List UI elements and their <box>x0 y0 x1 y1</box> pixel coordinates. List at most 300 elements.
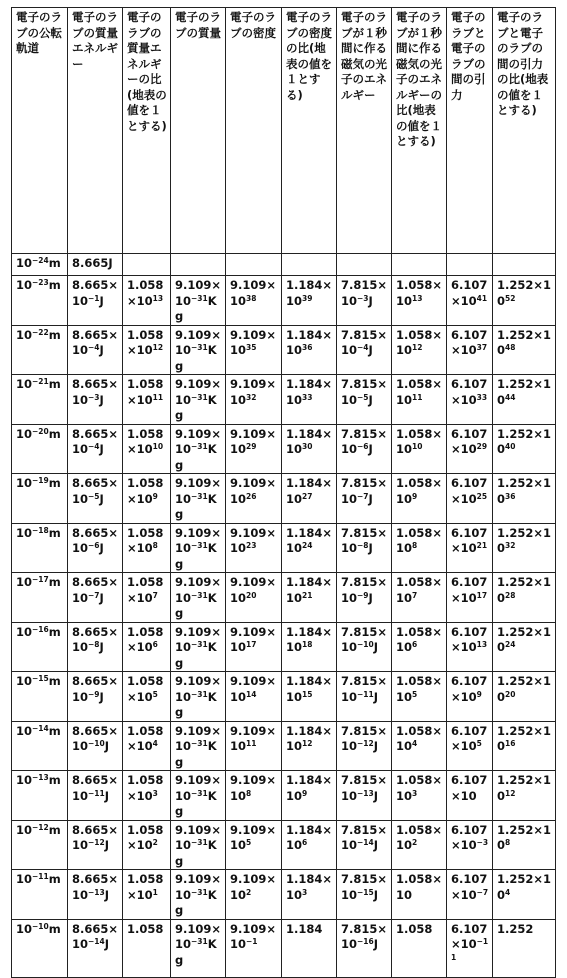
value-exponent: 8 <box>505 838 511 847</box>
cell-value <box>230 377 278 408</box>
value-exponent: −16 <box>32 624 49 634</box>
value-unit: J <box>373 788 379 803</box>
value-unit: m <box>48 674 61 688</box>
value-base: 9.109×10 <box>175 674 222 704</box>
value-exponent: 4 <box>505 887 511 897</box>
value-base: 9.109×10 <box>175 921 222 951</box>
value-exponent: −10 <box>88 739 105 748</box>
table-row <box>12 375 556 425</box>
cell-value <box>175 773 222 820</box>
value-base: 10 <box>16 921 33 936</box>
value-exponent: −15 <box>357 887 374 897</box>
orbit-cell <box>12 820 68 870</box>
value-base: 6.107×10 <box>451 822 488 852</box>
value-base: 7.815×10 <box>341 476 388 506</box>
orbit-cell <box>12 870 68 920</box>
value-base: 7.815×10 <box>341 921 388 951</box>
value-base: 1.252×10 <box>497 327 552 357</box>
cell-value <box>396 526 443 557</box>
value-exponent: 29 <box>476 442 488 451</box>
value-exponent: 8 <box>152 541 158 550</box>
cell-value <box>451 278 489 309</box>
value-exponent: 10 <box>152 442 164 451</box>
cell-value <box>451 526 489 557</box>
value-exponent: 5 <box>412 689 418 699</box>
value-exponent: −13 <box>357 788 374 798</box>
table-cell <box>493 721 556 771</box>
table-cell <box>226 424 282 474</box>
value-base: 1.058×10 <box>396 476 443 506</box>
cell-value <box>230 476 278 507</box>
value-exponent: 30 <box>302 442 313 451</box>
value-exponent: −9 <box>357 590 369 600</box>
value-unit: m <box>48 256 61 270</box>
value-exponent: 13 <box>476 640 488 649</box>
value-base: 9.109×10 <box>230 525 277 555</box>
table-cell <box>68 820 123 870</box>
column-header-label: 電子のラブが１秒間に作る磁気の光子のエネルギー <box>341 10 387 102</box>
value-base: 1.058×10 <box>396 723 443 753</box>
table-cell <box>493 325 556 375</box>
table-cell <box>493 622 556 672</box>
cell-value <box>16 526 64 542</box>
cell-value <box>396 476 443 507</box>
value-base: 9.109×10 <box>175 476 222 506</box>
value-base: 8.665×10 <box>72 674 119 704</box>
value-base: 9.109×10 <box>175 426 222 456</box>
table-cell <box>493 375 556 425</box>
table-cell <box>123 474 171 524</box>
cell-value <box>497 823 552 854</box>
cell-value <box>286 328 333 359</box>
value-exponent: −10 <box>32 921 49 931</box>
value-base: 9.109×10 <box>230 575 277 605</box>
value-exponent: −31 <box>191 739 208 748</box>
table-cell <box>123 276 171 326</box>
cell-value <box>451 377 489 408</box>
table-cell <box>493 254 556 276</box>
cell-value <box>341 872 388 903</box>
value-exponent: 17 <box>246 640 257 649</box>
value-base: 1.058×10 <box>127 575 164 605</box>
value-base: 8.665×10 <box>72 426 119 456</box>
value-base: 7.815×10 <box>341 426 388 456</box>
cell-value <box>230 922 278 953</box>
value-exponent: −12 <box>88 838 105 847</box>
value-exponent: −31 <box>191 392 208 402</box>
cell-value <box>451 575 489 606</box>
value-exponent: 6 <box>152 640 158 649</box>
value-exponent: −18 <box>32 525 49 535</box>
value-exponent: −5 <box>88 491 100 501</box>
value-exponent: 24 <box>505 640 516 649</box>
value-base: 1.058×10 <box>396 327 443 357</box>
value-base: 8.665×10 <box>72 822 119 852</box>
table-cell <box>493 424 556 474</box>
value-exponent: −12 <box>357 739 374 748</box>
cell-value <box>16 476 64 492</box>
value-exponent: −31 <box>191 788 208 798</box>
value-base: 1.184×10 <box>286 278 333 308</box>
table-cell <box>282 672 337 722</box>
value-base: 10 <box>16 773 33 787</box>
value-unit: J <box>99 442 104 456</box>
value-exponent: −14 <box>32 723 49 733</box>
value-base: 8.665×10 <box>72 773 119 803</box>
table-cell <box>392 325 447 375</box>
value-base: 7.815×10 <box>341 377 388 407</box>
cell-value <box>497 476 552 507</box>
cell-value <box>230 773 278 804</box>
value-unit: J <box>99 590 104 605</box>
cell-value <box>72 625 119 656</box>
orbit-cell <box>12 919 68 977</box>
table-cell <box>447 523 493 573</box>
value-base: 1.058×10 <box>396 822 443 852</box>
value-base: 9.109×10 <box>230 377 277 407</box>
value-exponent: 3 <box>412 788 418 798</box>
table-row <box>12 474 556 524</box>
value-exponent: 15 <box>302 689 313 699</box>
table-cell <box>447 325 493 375</box>
column-header-label: 電子のラブと電子のラブの間の引力 <box>451 10 486 102</box>
value-base: 1.184×10 <box>286 377 333 407</box>
value-unit: J <box>104 739 110 753</box>
value-exponent: −31 <box>191 442 208 451</box>
value-exponent: −7 <box>357 491 369 501</box>
cell-value <box>451 625 489 656</box>
table-cell <box>226 622 282 672</box>
cell-value <box>72 476 119 507</box>
cell-value <box>341 823 388 854</box>
table-cell <box>171 771 226 821</box>
table-cell <box>123 771 171 821</box>
value-base: 8.665×10 <box>72 624 119 654</box>
value-unit: m <box>48 773 61 787</box>
cell-value <box>72 724 119 755</box>
value-exponent: −31 <box>191 838 208 847</box>
value-base: 1.058×10 <box>396 872 443 902</box>
table-cell <box>123 375 171 425</box>
orbit-cell <box>12 254 68 276</box>
cell-value <box>16 328 64 344</box>
table-row <box>12 622 556 672</box>
value-exponent: 17 <box>476 590 488 600</box>
table-cell <box>282 919 337 977</box>
value-unit: m <box>48 723 61 738</box>
table-cell <box>392 276 447 326</box>
table-cell <box>392 870 447 920</box>
cell-value <box>396 674 443 705</box>
cell-value <box>497 328 552 359</box>
table-cell <box>123 919 171 977</box>
value-base: 9.109×10 <box>230 872 277 902</box>
value-exponent: −6 <box>357 442 369 451</box>
orbit-cell <box>12 276 68 326</box>
table-cell <box>282 870 337 920</box>
table-cell <box>123 820 171 870</box>
table-cell <box>123 672 171 722</box>
value-base: 6.107×10 <box>451 575 488 605</box>
table-cell <box>337 672 392 722</box>
value-unit: Kg <box>175 838 217 868</box>
value-exponent: 5 <box>152 689 158 699</box>
value-base: 1.252×10 <box>497 624 552 654</box>
value-base: 9.109×10 <box>230 921 277 951</box>
table-cell <box>282 424 337 474</box>
cell-value <box>16 625 64 641</box>
value-exponent: 7 <box>152 590 158 600</box>
cell-value <box>72 872 119 903</box>
table-cell <box>337 622 392 672</box>
value-exponent: 9 <box>152 491 158 501</box>
value-base: 1.184×10 <box>286 575 333 605</box>
value-unit: Kg <box>175 541 217 571</box>
value-base: 8.665×10 <box>72 525 119 555</box>
table-cell <box>171 375 226 425</box>
cell-value <box>16 922 64 938</box>
cell-value <box>451 476 489 507</box>
cell-value <box>341 377 388 408</box>
table-row <box>12 523 556 573</box>
table-cell <box>68 375 123 425</box>
value-base: 8.665×10 <box>72 575 119 605</box>
table-cell <box>447 771 493 821</box>
column-header-label: 電子のラブの質量 <box>175 10 221 40</box>
cell-value <box>16 674 64 690</box>
value-exponent: 6 <box>412 640 418 649</box>
table-cell <box>171 919 226 977</box>
cell-value <box>341 724 388 755</box>
value-base: 6.107×10 <box>451 773 488 803</box>
value-base: 10 <box>16 674 33 688</box>
value-exponent: 11 <box>246 739 257 748</box>
table-cell <box>68 771 123 821</box>
value-exponent: −8 <box>88 640 100 649</box>
table-cell <box>171 820 226 870</box>
value-unit: J <box>373 937 379 951</box>
value-exponent: −6 <box>88 541 100 550</box>
value-exponent: −14 <box>357 838 374 847</box>
table-cell <box>282 771 337 821</box>
table-cell <box>171 254 226 276</box>
value-base: 9.109×10 <box>175 575 222 605</box>
value-exponent: −31 <box>191 343 208 352</box>
cell-value <box>175 526 222 573</box>
table-cell <box>68 424 123 474</box>
table-cell <box>447 721 493 771</box>
value-base: 10 <box>16 624 33 639</box>
cell-value <box>497 575 552 606</box>
cell-value <box>341 427 388 458</box>
table-cell <box>337 919 392 977</box>
table-cell <box>282 474 337 524</box>
value-exponent: −4 <box>88 442 100 451</box>
value-unit: m <box>48 575 61 589</box>
table-cell <box>493 523 556 573</box>
value-base: 1.058 <box>396 921 433 936</box>
cell-value <box>16 773 64 789</box>
cell-value <box>396 575 443 606</box>
value-exponent: 33 <box>302 392 313 402</box>
cell-value <box>72 575 119 606</box>
value-exponent: −13 <box>88 887 105 897</box>
column-header <box>12 8 68 254</box>
value-base: 1.252×10 <box>497 575 552 605</box>
table-cell <box>392 672 447 722</box>
value-base: 7.815×10 <box>341 723 388 753</box>
value-unit: Kg <box>175 491 217 521</box>
table-cell <box>171 325 226 375</box>
value-base: 1.058×10 <box>127 426 164 456</box>
table-cell <box>68 870 123 920</box>
value-base: 7.815×10 <box>341 575 388 605</box>
value-base: 1.252×10 <box>497 476 552 506</box>
value-unit: J <box>368 293 373 308</box>
value-exponent: 6 <box>302 838 308 847</box>
value-exponent: −7 <box>88 590 100 600</box>
value-exponent: 41 <box>476 293 488 303</box>
value-base: 9.109×10 <box>230 723 277 753</box>
cell-value <box>127 476 167 507</box>
value-unit: J <box>373 838 379 852</box>
table-cell <box>493 474 556 524</box>
column-header-label: 電子のラブの密度 <box>230 10 276 40</box>
value-exponent: −11 <box>32 872 49 881</box>
table-cell <box>392 573 447 623</box>
value-exponent: 8 <box>246 788 252 798</box>
cell-value <box>286 922 333 938</box>
value-exponent: 2 <box>152 838 158 847</box>
cell-value <box>72 278 119 309</box>
value-exponent: 3 <box>302 887 308 897</box>
value-unit: Kg <box>175 689 217 719</box>
value-exponent: 20 <box>246 590 257 600</box>
value-exponent: 38 <box>246 293 257 303</box>
column-header-label: 電子のラブの質量エネルギー <box>72 10 118 71</box>
cell-value <box>16 724 64 740</box>
table-cell <box>226 721 282 771</box>
value-exponent: 37 <box>476 343 488 352</box>
value-exponent: 20 <box>505 689 516 699</box>
cell-value <box>396 724 443 755</box>
value-unit: J <box>368 343 373 357</box>
value-exponent: −4 <box>357 343 369 352</box>
table-row <box>12 325 556 375</box>
value-base: 1.058×10 <box>396 426 443 456</box>
table-cell <box>171 474 226 524</box>
column-header <box>392 8 447 254</box>
cell-value <box>175 724 222 771</box>
value-base: 1.058×10 <box>127 822 164 852</box>
value-exponent: 5 <box>476 739 482 748</box>
cell-value <box>286 872 333 903</box>
value-exponent: 7 <box>412 590 418 600</box>
cell-value <box>127 526 167 557</box>
value-exponent: −13 <box>32 773 49 782</box>
table-cell <box>226 672 282 722</box>
table-cell <box>282 721 337 771</box>
table-cell <box>68 919 123 977</box>
value-base: 9.109×10 <box>175 822 222 852</box>
table-cell <box>337 771 392 821</box>
value-base: 10 <box>16 525 33 540</box>
cell-value <box>396 922 443 938</box>
table-cell <box>68 672 123 722</box>
cell-value <box>396 377 443 408</box>
table-row <box>12 254 556 276</box>
table-cell <box>68 622 123 672</box>
table-cell <box>171 276 226 326</box>
column-header-label: 電子のラブが１秒間に作る磁気の光子のエネルギーの比(地表の値を１とする) <box>396 10 442 148</box>
value-exponent: 44 <box>505 392 516 402</box>
value-exponent: 2 <box>412 838 418 847</box>
cell-value <box>286 625 333 656</box>
cell-value <box>16 872 64 888</box>
cell-value <box>497 773 552 804</box>
value-base: 10 <box>16 278 33 292</box>
table-cell <box>123 523 171 573</box>
value-base: 1.184×10 <box>286 723 333 753</box>
value-exponent: 26 <box>246 491 257 501</box>
value-base: 9.109×10 <box>175 377 222 407</box>
table-cell <box>282 523 337 573</box>
value-base: 1.184×10 <box>286 674 333 704</box>
value-base: 1.252×10 <box>497 773 552 803</box>
value-exponent: −1 <box>88 293 100 303</box>
cell-value <box>127 773 167 804</box>
table-cell <box>123 424 171 474</box>
value-unit: Kg <box>175 442 217 472</box>
table-cell <box>226 325 282 375</box>
value-base: 10 <box>16 872 33 886</box>
value-base: 1.058×10 <box>127 377 164 407</box>
value-base: 10 <box>16 822 33 837</box>
table-row <box>12 573 556 623</box>
value-base: 1.184×10 <box>286 476 333 506</box>
value-base: 7.815×10 <box>341 624 388 654</box>
cell-value <box>341 674 388 705</box>
value-base: 9.109×10 <box>175 773 222 803</box>
value-base: 1.252 <box>497 921 534 936</box>
table-cell <box>392 375 447 425</box>
cell-value <box>341 922 388 953</box>
value-base: 7.815×10 <box>341 674 388 704</box>
value-exponent: −7 <box>476 887 489 897</box>
value-base: 6.107×10 <box>451 476 488 506</box>
table-cell <box>282 325 337 375</box>
table-cell <box>171 424 226 474</box>
value-exponent: −9 <box>88 689 100 699</box>
value-base: 1.252×10 <box>497 822 552 852</box>
value-exponent: −1 <box>246 937 258 946</box>
cell-value <box>175 427 222 474</box>
table-row <box>12 672 556 722</box>
table-cell <box>392 919 447 977</box>
value-base: 1.252×10 <box>497 377 552 407</box>
cell-value <box>341 278 388 309</box>
cell-value <box>127 328 167 359</box>
table-cell <box>226 820 282 870</box>
cell-value <box>286 823 333 854</box>
table-cell <box>123 622 171 672</box>
value-base: 1.058×10 <box>127 525 164 555</box>
value-base: 8.665×10 <box>72 921 119 951</box>
value-unit: J <box>373 887 379 902</box>
cell-value <box>72 674 119 705</box>
value-unit: J <box>104 937 110 951</box>
value-exponent: 52 <box>505 293 516 303</box>
